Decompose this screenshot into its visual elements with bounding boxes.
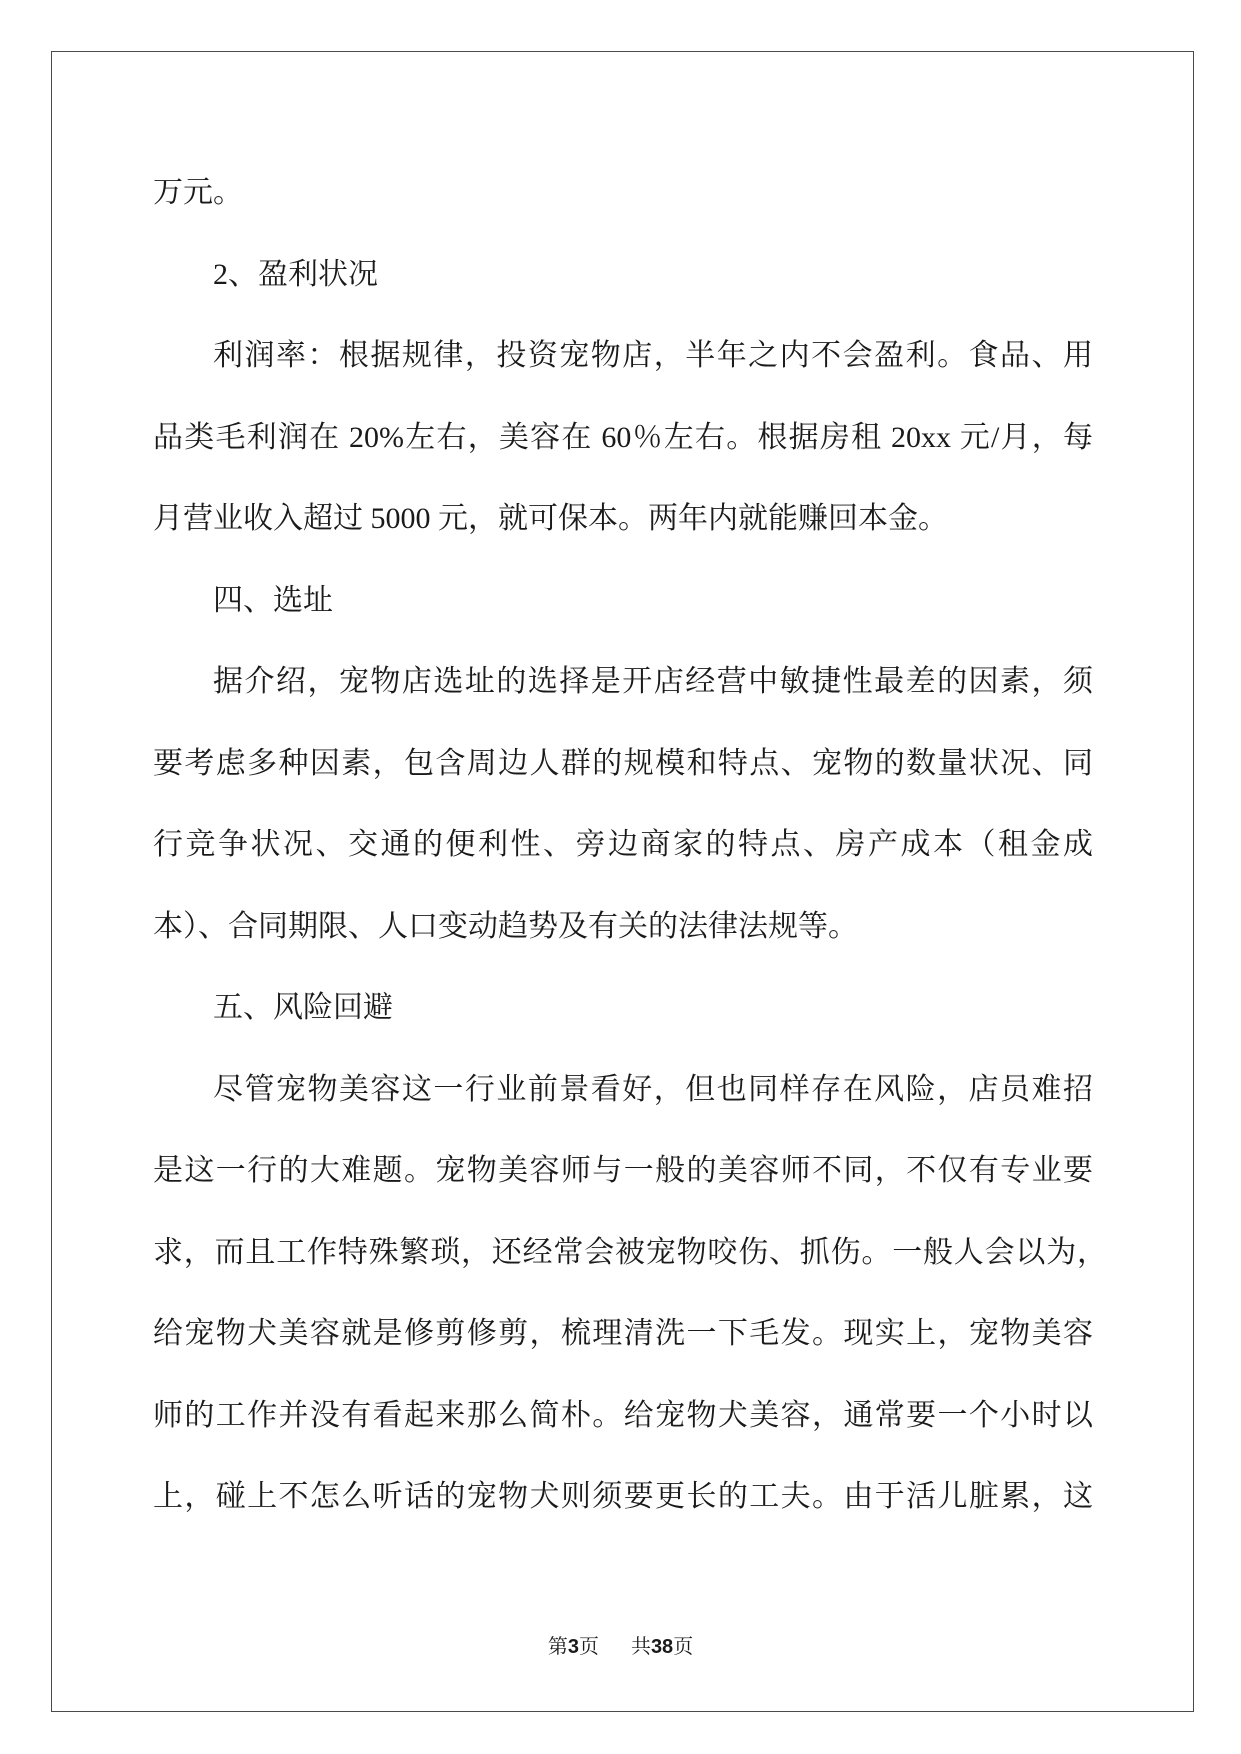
text-line: 上，碰上不怎么听话的宠物犬则须要更长的工夫。由于活儿脏累，这 bbox=[153, 1480, 1093, 1513]
page-number: 3 bbox=[567, 1636, 579, 1658]
page-footer bbox=[0, 1633, 1241, 1661]
text-line: 本）、合同期限、人口变动趋势及有关的法律法规等。 bbox=[153, 909, 858, 943]
page-suffix: 页 bbox=[578, 1636, 599, 1658]
text-line: 据介绍，宠物店选址的选择是开店经营中敏捷性最差的因素，须 bbox=[213, 665, 1093, 698]
section-heading-location bbox=[153, 560, 1093, 642]
paragraph-risk bbox=[153, 1049, 1107, 1538]
text-line: 品类毛利润在 20%左右，美容在 60％左右。根据房租 20xx 元/月，每 bbox=[153, 420, 1093, 454]
total-suffix: 页 bbox=[673, 1636, 694, 1658]
text-line: 给宠物犬美容就是修剪修剪，梳理清洗一下毛发。现实上，宠物美容 bbox=[153, 1317, 1093, 1350]
text-line: 师的工作并没有看起来那么简朴。给宠物犬美容，通常要一个小时以 bbox=[153, 1398, 1093, 1432]
paragraph-location bbox=[153, 641, 1093, 967]
section-heading-profit bbox=[153, 234, 1093, 316]
text-line: 要考虑多种因素，包含周边人群的规模和特点、宠物的数量状况、同 bbox=[153, 746, 1093, 780]
text-line: 利润率：根据规律，投资宠物店，半年之内不会盈利。食品、用 bbox=[213, 339, 1093, 372]
paragraph-continued bbox=[153, 152, 1093, 234]
paragraph-profit-margin bbox=[153, 315, 1093, 560]
total-prefix: 共 bbox=[630, 1636, 651, 1658]
total-pages: 38 bbox=[650, 1636, 674, 1658]
text-line: 月营业收入超过 5000 元，就可保本。两年内就能赚回本金。 bbox=[153, 502, 948, 535]
text-line: 是这一行的大难题。宠物美容师与一般的美容师不同，不仅有专业要 bbox=[153, 1154, 1093, 1187]
text-line: 万元。 bbox=[153, 176, 243, 209]
heading-text: 五、风险回避 bbox=[213, 991, 393, 1024]
total-pages-label bbox=[626, 1636, 693, 1658]
section-heading-risk bbox=[153, 967, 1093, 1049]
document-body bbox=[153, 152, 1107, 1538]
heading-text: 四、选址 bbox=[213, 583, 333, 617]
text-line: 行竞争状况、交通的便利性、旁边商家的特点、房产成本（租金成 bbox=[153, 828, 1093, 861]
page-prefix: 第 bbox=[547, 1636, 568, 1658]
heading-text: 2、盈利状况 bbox=[213, 257, 378, 291]
text-line: 尽管宠物美容这一行业前景看好，但也同样存在风险，店员难招 bbox=[213, 1072, 1093, 1106]
text-line: 求，而且工作特殊繁琐，还经常会被宠物咬伤、抓伤。一般人会以为， bbox=[153, 1235, 1107, 1269]
current-page-label bbox=[548, 1636, 604, 1658]
